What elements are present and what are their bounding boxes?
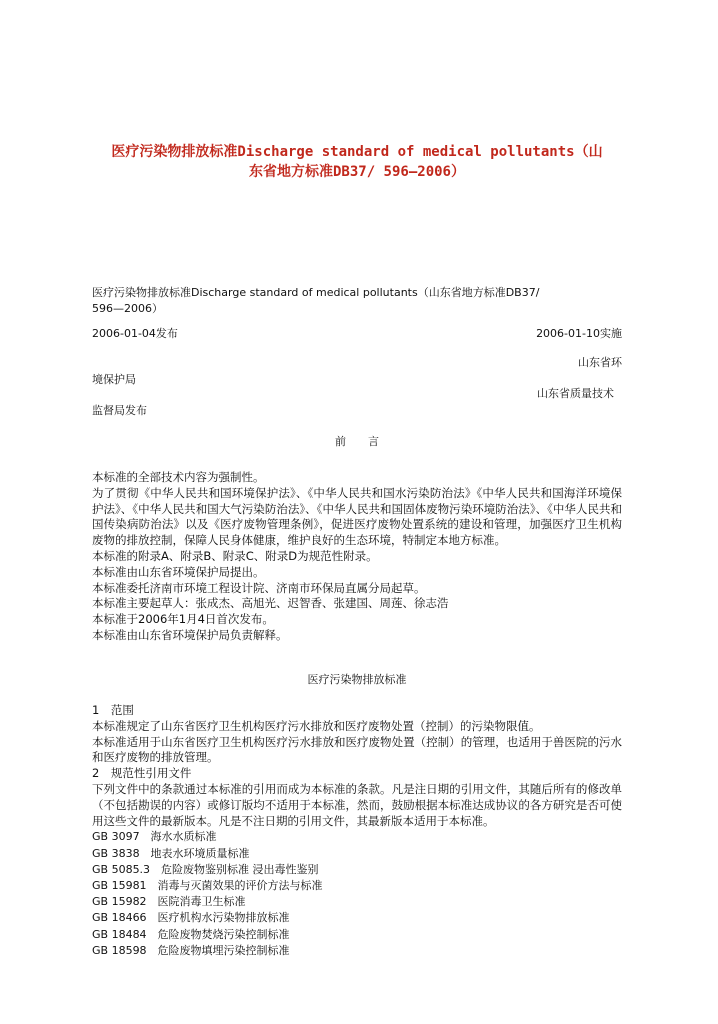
document-description xyxy=(92,285,622,317)
foreword-paragraph: 本标准委托济南市环境工程设计院、济南市环保局直属分局起草。 xyxy=(92,580,426,595)
title-line-2: 东省地方标准DB37/ 596—2006） xyxy=(248,164,465,180)
issuer-2-part-2: 监督局发布 xyxy=(92,404,147,417)
implement-date: 2006-01-10实施 xyxy=(536,327,622,340)
description-line-2: 596—2006） xyxy=(92,302,163,315)
reference-item: GB 15982 医院消毒卫生标准 xyxy=(92,895,246,909)
foreword-paragraph: 本标准由山东省环境保护局负责解释。 xyxy=(92,627,288,642)
reference-item: GB 5085.3 危险废物鉴别标准 浸出毒性鉴别 xyxy=(92,862,319,876)
issuer-1-part-2: 境保护局 xyxy=(92,373,136,386)
issuer-1-part-1: 山东省环 xyxy=(578,356,622,369)
section-2-paragraph: 下列文件中的条款通过本标准的引用而成为本标准的条款。凡是注日期的引用文件，其随后所有的修改单（不包括勘误的内容）或修订版均不适用于本标准，然而，鼓励根据本标准达成协议的各方研究是否可使用这些文件的最新版本。凡是不注日期的引用文件，其最新版本适用于本标准。 xyxy=(92,781,622,828)
foreword-paragraph: 本标准由山东省环境保护局提出。 xyxy=(92,564,265,579)
standard-body xyxy=(92,703,622,959)
foreword-paragraph: 本标准的全部技术内容为强制性。 xyxy=(92,470,265,484)
title-line-1: 医疗污染物排放标准Discharge standard of medical pollutants（山 xyxy=(111,144,603,160)
reference-item: GB 18598 危险废物填埋污染控制标准 xyxy=(92,943,290,957)
foreword-paragraph: 本标准的附录A、附录B、附录C、附录D为规范性附录。 xyxy=(92,548,378,563)
description-line-1: 医疗污染物排放标准Discharge standard of medical pollutants（山东省地方标准DB37/ xyxy=(92,286,540,299)
reference-item: GB 18466 医疗机构水污染物排放标准 xyxy=(92,911,290,925)
issuer-2-part-1: 山东省质量技术 xyxy=(537,387,614,400)
document-title xyxy=(92,142,622,182)
section-1-paragraph: 本标准规定了山东省医疗卫生机构医疗污水排放和医疗废物处置（控制）的污染物限值。 xyxy=(92,718,541,733)
foreword-paragraph: 为了贯彻《中华人民共和国环境保护法》、《中华人民共和国水污染防治法》《中华人民共和国海洋环境保护法》、《中华人民共和国大气污染防治法》、《中华人民共和国固体废物污染环境防治法》、《中华人民共和国传染病防治法》以及《医疗废物管理条例》，促进医疗废物处置系统的建设和管理，加强医疗卫生机构废物的排放控制，保障人民身体健康，维护良好的生态环境，特制定本地方标准。 xyxy=(92,485,622,548)
foreword-heading: 前 言 xyxy=(335,435,379,448)
section-2-title: 2 规范性引用文件 xyxy=(92,766,192,781)
reference-item: GB 18484 危险废物焚烧污染控制标准 xyxy=(92,927,290,941)
section-1-paragraph: 本标准适用于山东省医疗卫生机构医疗污水排放和医疗废物处置（控制）的管理，也适用于兽医院的污水和医疗废物的排放管理。 xyxy=(92,734,622,765)
foreword-paragraph: 本标准主要起草人：张成杰、高旭光、迟智香、张建国、周莲、徐志浩 xyxy=(92,596,449,611)
standard-heading: 医疗污染物排放标准 xyxy=(307,673,407,686)
section-1-title: 1 范围 xyxy=(92,703,134,717)
foreword-paragraph: 本标准于2006年1月4日首次发布。 xyxy=(92,612,274,627)
reference-item: GB 3097 海水水质标准 xyxy=(92,830,217,844)
publish-date: 2006-01-04发布 xyxy=(92,327,178,340)
reference-item: GB 15981 消毒与灭菌效果的评价方法与标准 xyxy=(92,878,323,892)
foreword-body xyxy=(92,470,622,644)
reference-list xyxy=(92,829,622,959)
reference-item: GB 3838 地表水环境质量标准 xyxy=(92,846,250,860)
